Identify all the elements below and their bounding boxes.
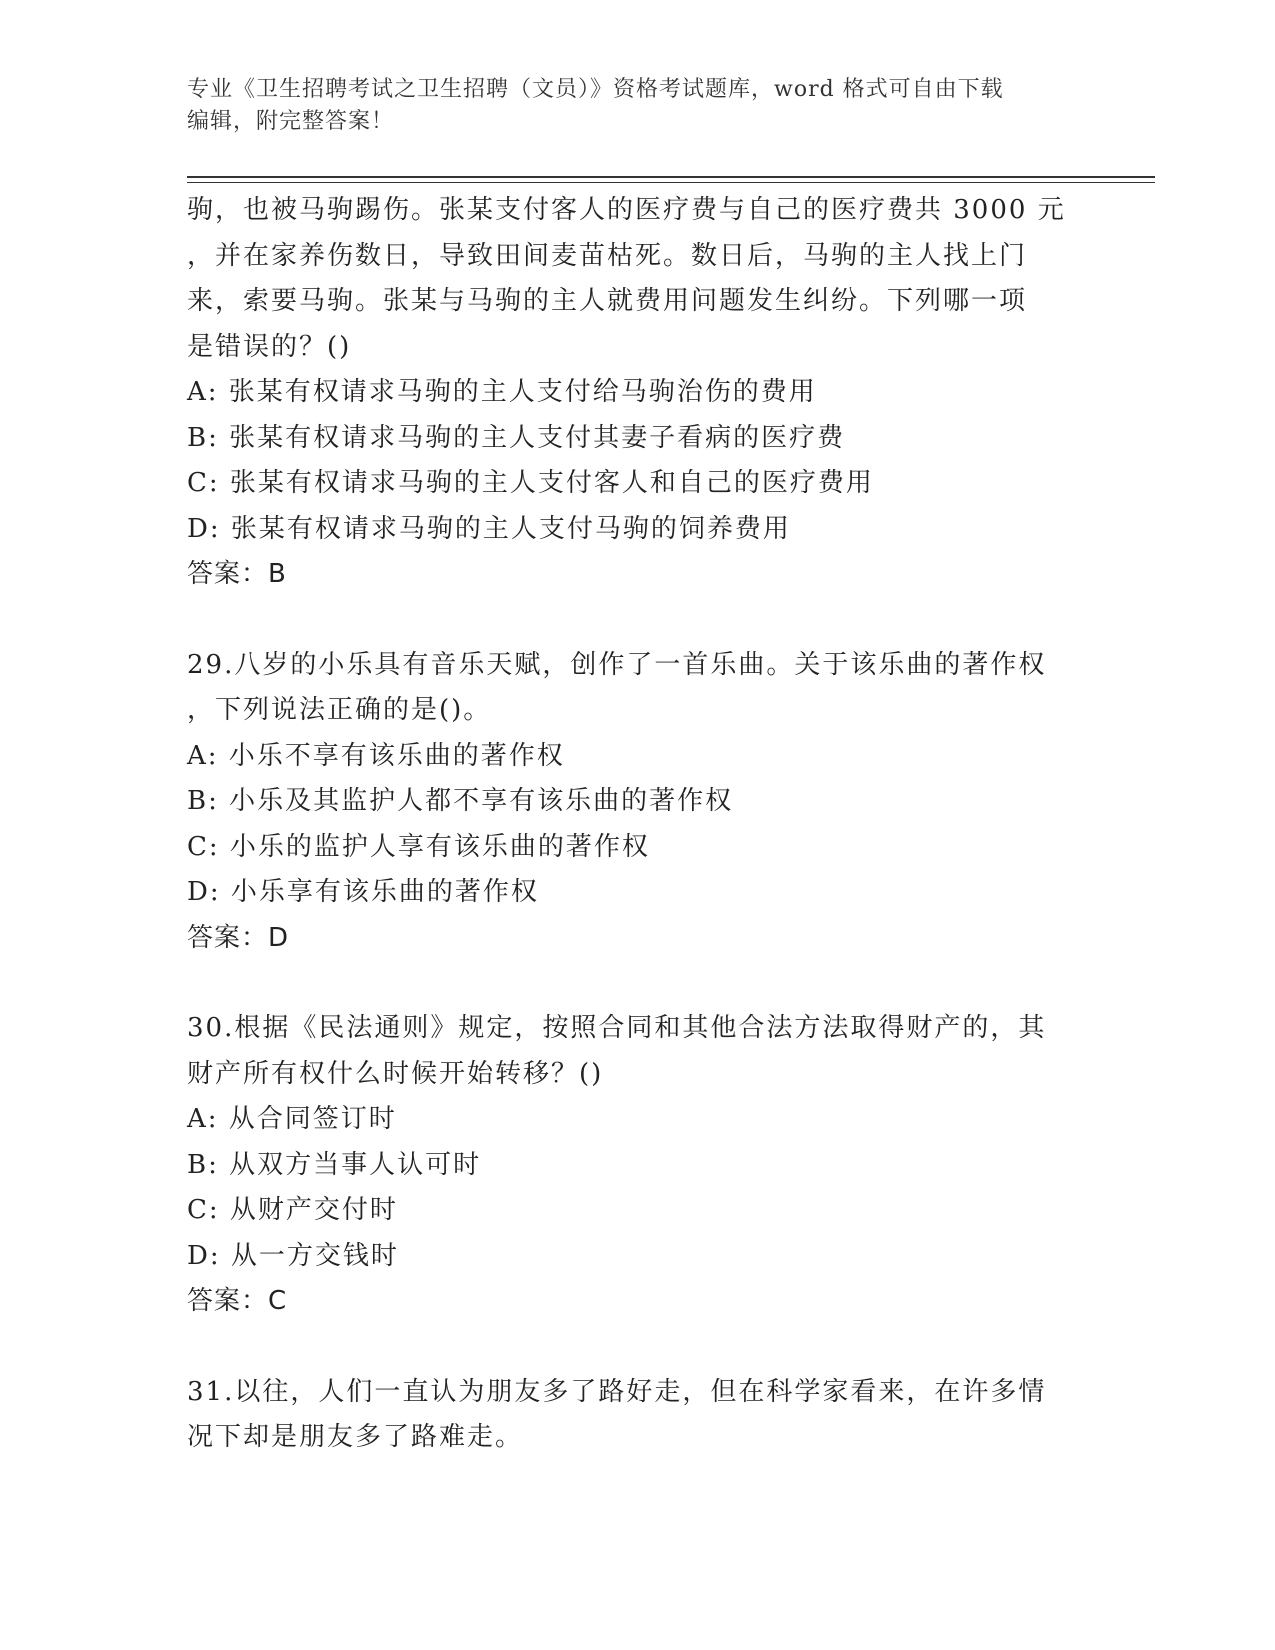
question-stem-line: 30.根据《民法通则》规定，按照合同和其他合法方法取得财产的，其 xyxy=(187,1013,1047,1043)
question-block xyxy=(187,643,1087,962)
option-d: D: 张某有权请求马驹的主人支付马驹的饲养费用 xyxy=(187,513,791,544)
question-stem-line: 况下却是朋友多了路难走。 xyxy=(187,1422,524,1452)
option-a: A: 从合同签订时 xyxy=(187,1104,397,1134)
answer-line: 答案：B xyxy=(187,559,287,589)
header-divider-thick xyxy=(187,176,1155,178)
question-block xyxy=(187,188,1087,598)
option-d: D: 小乐享有该乐曲的著作权 xyxy=(187,877,539,907)
option-c: C: 张某有权请求马驹的主人支付客人和自己的医疗费用 xyxy=(187,468,874,498)
document-body xyxy=(187,188,1087,1461)
question-stem-line: 驹，也被马驹踢伤。张某支付客人的医疗费与自己的医疗费共 3000 元 xyxy=(187,195,1066,225)
answer-line: 答案：D xyxy=(187,922,290,953)
question-stem-line: ，下列说法正确的是()。 xyxy=(187,695,492,725)
option-b: B: 小乐及其监护人都不享有该乐曲的著作权 xyxy=(187,786,734,816)
question-spacer xyxy=(187,598,1087,643)
option-c: C: 小乐的监护人享有该乐曲的著作权 xyxy=(187,831,650,862)
question-block xyxy=(187,1370,1087,1461)
question-stem-line: 财产所有权什么时候开始转移？() xyxy=(187,1058,604,1089)
header-line-2: 编辑，附完整答案！ xyxy=(187,109,395,134)
option-b: B: 从双方当事人认可时 xyxy=(187,1149,482,1180)
question-stem-line: 31.以往，人们一直认为朋友多了路好走，但在科学家看来，在许多情 xyxy=(187,1376,1047,1407)
option-a: A: 小乐不享有该乐曲的著作权 xyxy=(187,740,565,771)
header-divider-thin xyxy=(187,182,1155,183)
option-c: C: 从财产交付时 xyxy=(187,1195,398,1225)
header-line-1: 专业《卫生招聘考试之卫生招聘（文员）》资格考试题库，word 格式可自由下载 xyxy=(187,77,1004,102)
question-stem-line: 是错误的？() xyxy=(187,331,352,362)
option-a: A: 张某有权请求马驹的主人支付给马驹治伤的费用 xyxy=(187,377,817,407)
question-stem-line: 29.八岁的小乐具有音乐天赋，创作了一首乐曲。关于该乐曲的著作权 xyxy=(187,649,1047,680)
document-header xyxy=(187,74,1087,138)
option-d: D: 从一方交钱时 xyxy=(187,1240,399,1271)
answer-line: 答案：C xyxy=(187,1286,288,1316)
question-stem-line: ，并在家养伤数日，导致田间麦苗枯死。数日后，马驹的主人找上门 xyxy=(187,240,1028,271)
question-spacer xyxy=(187,961,1087,1006)
question-block xyxy=(187,1006,1087,1325)
question-stem-line: 来，索要马驹。张某与马驹的主人就费用问题发生纠纷。下列哪一项 xyxy=(187,286,1028,316)
question-spacer xyxy=(187,1325,1087,1370)
option-b: B: 张某有权请求马驹的主人支付其妻子看病的医疗费 xyxy=(187,422,846,453)
